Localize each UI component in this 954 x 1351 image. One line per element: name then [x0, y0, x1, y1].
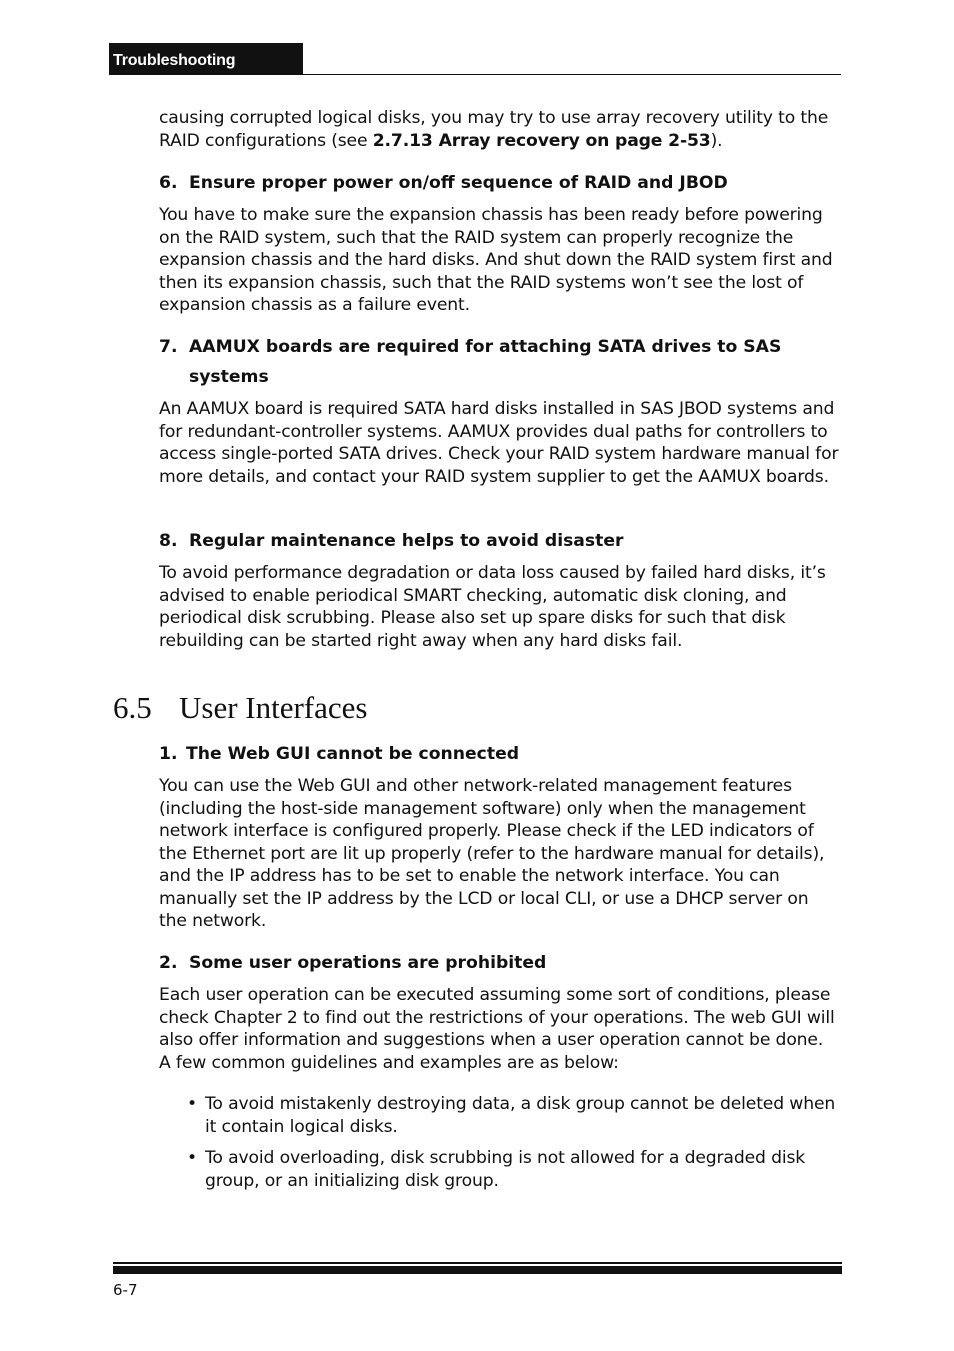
header-divider	[109, 74, 841, 75]
item-heading-text: Ensure proper power on/off sequence of RAID and JBOD	[189, 173, 728, 193]
item-7-body: An AAMUX board is required SATA hard disks installed in SAS JBOD systems and for redundant-controller systems. AAMUX provides dual paths for controllers to access single-ported SATA drives. Check your RAID system hardware manual for more details, and contact your RAID system supplier to get the AAMUX boards.	[159, 399, 839, 487]
item-heading-text: AAMUX boards are required for attaching SATA drives to SAS systems	[189, 337, 782, 387]
ui-item-2-heading	[159, 948, 839, 978]
item-number: 1.	[159, 744, 178, 764]
ui-item-1-body: You can use the Web GUI and other network-related management features (including the host-side management software) only when the management network interface is configured properly. Please check if the LED indicators of the Ethernet port are lit up properly (refer to the hardware manual for details), and the IP address has to be set to enable the network interface. You can manually set the IP address by the LCD or local CLI, or use a DHCP server on the network.	[159, 776, 825, 931]
item-number: 2.	[159, 953, 178, 973]
item-7-heading	[159, 332, 839, 392]
footer-divider-thin	[113, 1262, 842, 1264]
section-title-text: User Interfaces	[179, 690, 368, 725]
list-item-text: To avoid mistakenly destroying data, a disk group cannot be deleted when it contain logical disks.	[205, 1094, 836, 1137]
item-heading-text: The Web GUI cannot be connected	[186, 744, 520, 764]
item-8-body: To avoid performance degradation or data loss caused by failed hard disks, it’s advised to enable periodical SMART checking, automatic disk cloning, and periodical disk scrubbing. Please also set up spare disks for such that disk rebuilding can be started right away when any hard disks fail.	[159, 563, 826, 651]
item-number: 8.	[159, 531, 178, 551]
item-number: 7.	[159, 337, 178, 357]
section-title	[113, 690, 367, 726]
list-item-text: To avoid overloading, disk scrubbing is not allowed for a degraded disk group, or an initializing disk group.	[205, 1148, 806, 1191]
item-8-heading	[159, 526, 839, 556]
cross-reference-link[interactable]: 2.7.13 Array recovery on page 2-53	[372, 130, 711, 151]
bullet-icon: •	[187, 1148, 197, 1168]
section-number: 6.5	[113, 690, 152, 725]
ui-item-2-body: Each user operation can be executed assuming some sort of conditions, please check Chapter 2 to find out the restrictions of your operations. The web GUI will also offer information and suggestions when a user operation cannot be done. A few common guidelines and examples are as below:	[159, 985, 835, 1073]
continuation-text: causing corrupted logical disks, you may try to use array recovery utility to the RAID configurations (see	[159, 108, 829, 151]
item-heading-text: Some user operations are prohibited	[189, 953, 547, 973]
guideline-list	[159, 1093, 839, 1192]
chapter-header-tab: Troubleshooting	[109, 43, 303, 75]
continuation-paragraph	[159, 107, 839, 152]
page-number: 6-7	[113, 1281, 138, 1299]
item-heading-text: Regular maintenance helps to avoid disaster	[189, 531, 624, 551]
continuation-text-end: ).	[710, 130, 723, 151]
list-item	[159, 1093, 839, 1138]
ui-item-1-heading	[159, 739, 839, 769]
bullet-icon: •	[187, 1094, 197, 1114]
item-6-body: You have to make sure the expansion chassis has been ready before powering on the RAID system, such that the RAID system can properly recognize the expansion chassis and the hard disks. And shut down the RAID system first and then its expansion chassis, such that the RAID systems won’t see the lost of expansion chassis as a failure event.	[159, 205, 833, 315]
item-number: 6.	[159, 173, 178, 193]
footer-divider-thick	[113, 1266, 842, 1274]
item-6-heading	[159, 168, 839, 198]
list-item	[159, 1147, 839, 1192]
